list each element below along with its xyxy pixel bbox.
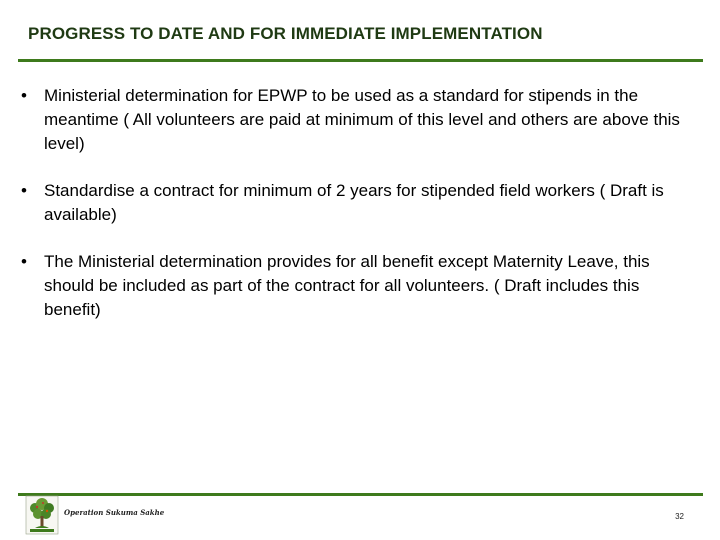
page-number: 32 [675, 512, 684, 521]
slide-title: PROGRESS TO DATE AND FOR IMMEDIATE IMPLEMENTATION [28, 24, 543, 43]
list-item [16, 84, 688, 156]
bullet-list [16, 84, 688, 345]
list-item [16, 250, 688, 322]
bullet-text: Ministerial determination for EPWP to be used as a standard for stipends in the meantime ( All volunteers are paid at minimum of this level and others are above this level) [44, 86, 680, 153]
list-item [16, 179, 688, 227]
bullet-text: Standardise a contract for minimum of 2 years for stipended field workers ( Draft is available) [44, 181, 664, 224]
bullet-icon: • [21, 181, 27, 200]
footer-text: Operation Sukuma Sakhe [64, 508, 165, 517]
title-divider [18, 59, 703, 62]
tree-logo-icon [24, 495, 60, 535]
bullet-icon: • [21, 252, 27, 271]
footer-divider [18, 493, 703, 496]
bullet-text: The Ministerial determination provides for all benefit except Maternity Leave, this should be included as part of the contract for all volunteers. ( Draft includes this benefit) [44, 252, 650, 319]
bullet-icon: • [21, 86, 27, 105]
